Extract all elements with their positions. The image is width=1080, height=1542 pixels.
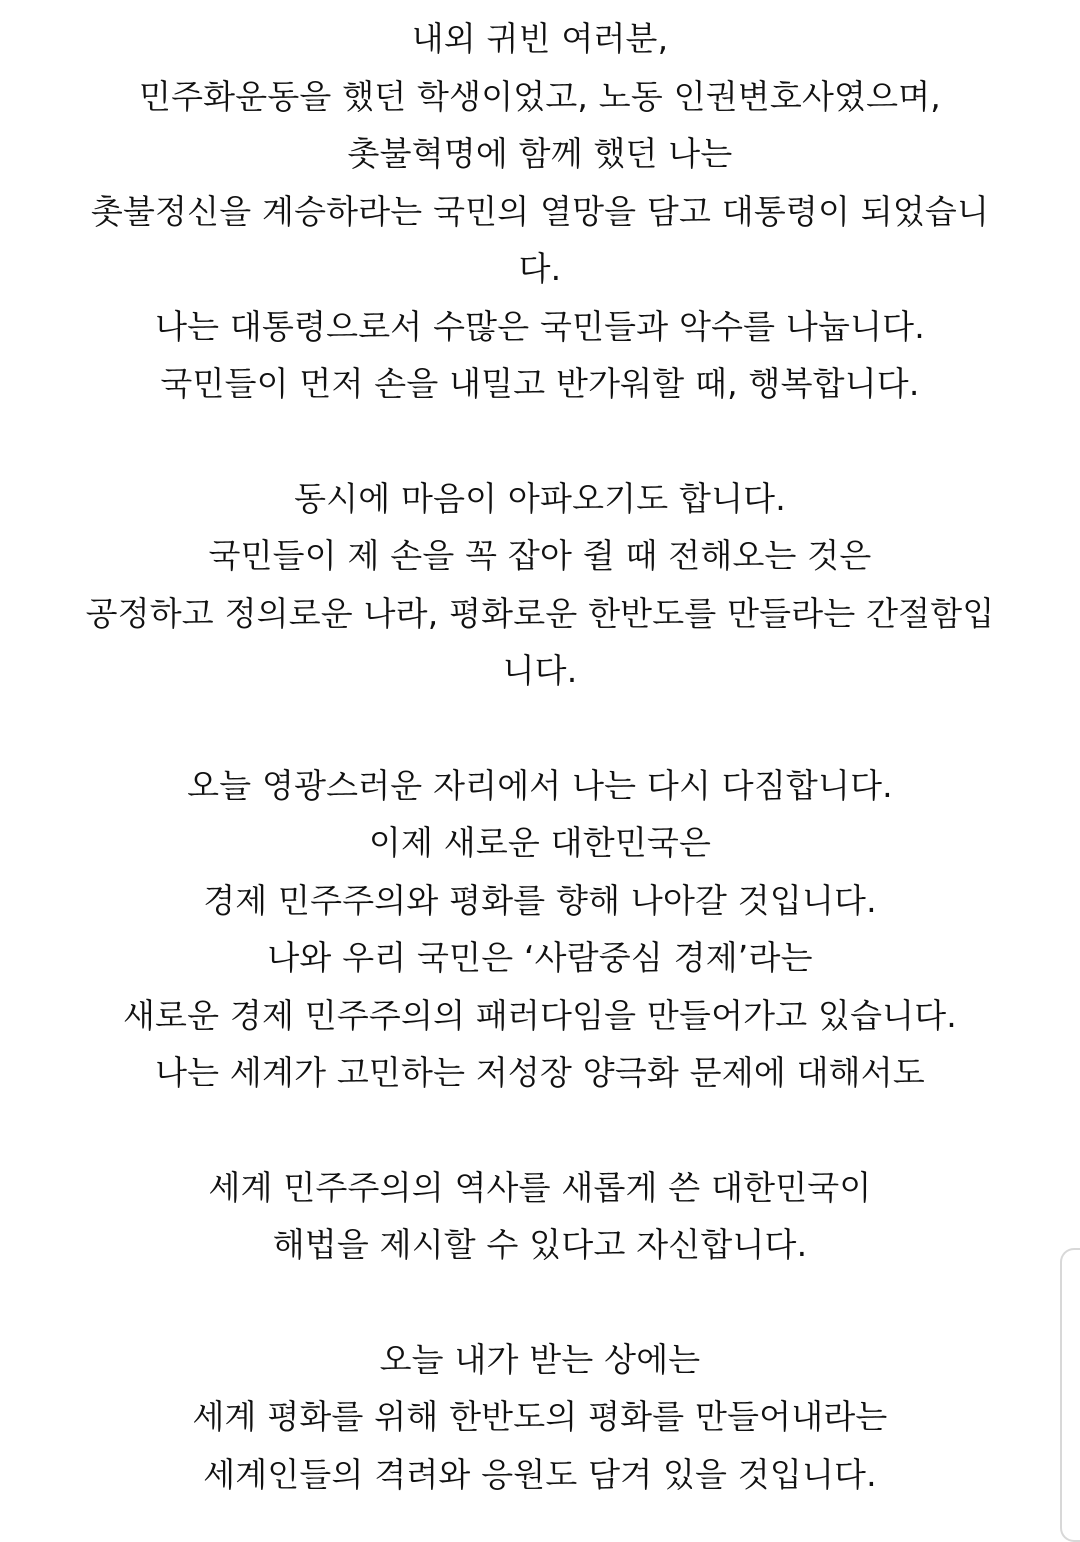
document-body: [0, 10, 1080, 1503]
text-line: 니다.: [502, 651, 578, 690]
text-line: 민주화운동을 했던 학생이었고, 노동 인권변호사였으며,: [139, 76, 941, 116]
text-line: 공정하고 정의로운 나라, 평화로운 한반도를 만들라는 간절함입: [85, 593, 995, 633]
text-line: 경제 민주주의와 평화를 향해 나아갈 것입니다.: [203, 880, 877, 920]
text-line: 동시에 마음이 아파오기도 합니다.: [294, 478, 786, 518]
text-line: 오늘 내가 받는 상에는: [379, 1339, 701, 1379]
paragraph-3: [0, 757, 1080, 1102]
text-line: 해법을 제시할 수 있다고 자신합니다.: [272, 1225, 808, 1264]
text-line: 국민들이 먼저 손을 내밀고 반가워할 때, 행복합니다.: [160, 364, 920, 403]
text-line: 촛불혁명에 함께 했던 나는: [347, 134, 733, 173]
text-line: 새로운 경제 민주주의의 패러다임을 만들어가고 있습니다.: [122, 995, 957, 1035]
text-line: 세계 평화를 위해 한반도의 평화를 만들어내라는: [192, 1397, 888, 1436]
text-line: 세계인들의 격려와 응원도 담겨 있을 것입니다.: [203, 1454, 877, 1494]
text-line: 국민들이 제 손을 꼭 잡아 쥘 때 전해오는 것은: [208, 536, 872, 575]
text-line: 내외 귀빈 여러분,: [411, 19, 669, 58]
paragraph-2: [0, 470, 1080, 700]
text-line: 이제 새로운 대한민국은: [368, 823, 712, 862]
text-line: 세계 민주주의의 역사를 새롭게 쓴 대한민국이: [208, 1167, 872, 1207]
text-line: 오늘 영광스러운 자리에서 나는 다시 다짐합니다.: [187, 765, 893, 805]
text-line: 나는 세계가 고민하는 저성장 양극화 문제에 대해서도: [155, 1053, 925, 1092]
text-line: 촛불정신을 계승하라는 국민의 열망을 담고 대통령이 되었습니: [90, 191, 990, 231]
text-line: 나는 대통령으로서 수많은 국민들과 악수를 나눕니다.: [155, 306, 925, 346]
paragraph-1: [0, 10, 1080, 413]
text-line: 나와 우리 국민은 ‘사람중심 경제’라는: [267, 938, 813, 977]
paragraph-4: [0, 1159, 1080, 1274]
text-line: 다.: [518, 249, 562, 288]
scroll-handle[interactable]: [1060, 1248, 1080, 1542]
paragraph-5: [0, 1331, 1080, 1504]
